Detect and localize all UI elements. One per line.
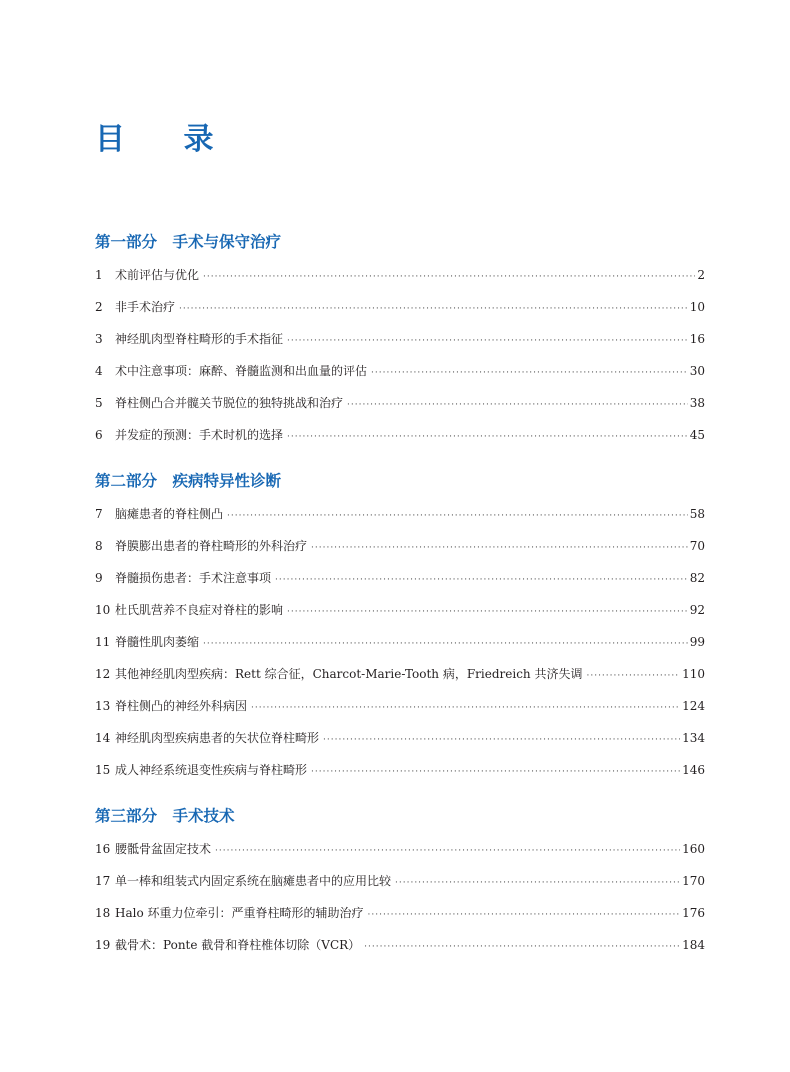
entry-title: 术中注意事项：麻醉、脊髓监测和出血量的评估 bbox=[115, 364, 368, 378]
dot-leader bbox=[586, 660, 680, 692]
toc-entry[interactable] bbox=[95, 929, 705, 961]
entry-title: 脊髓性肌肉萎缩 bbox=[115, 635, 200, 649]
part-heading: 第二部分 疾病特异性诊断 bbox=[95, 472, 282, 490]
entry-number: 6 bbox=[95, 428, 103, 442]
entry-title: 成人神经系统退变性疾病与脊柱畸形 bbox=[115, 763, 308, 777]
entry-number: 17 bbox=[95, 874, 111, 888]
toc-entry[interactable] bbox=[95, 865, 705, 897]
entry-title: 脊膜膨出患者的脊柱畸形的外科治疗 bbox=[115, 539, 308, 553]
dot-leader bbox=[371, 357, 688, 389]
entry-number: 19 bbox=[95, 938, 111, 952]
dot-leader bbox=[179, 293, 688, 325]
entry-title: Halo 环重力位牵引：严重脊柱畸形的辅助治疗 bbox=[115, 906, 364, 920]
entry-page: 45 bbox=[689, 428, 705, 442]
dot-leader bbox=[275, 564, 688, 596]
dot-leader bbox=[227, 500, 688, 532]
entry-page: 58 bbox=[689, 507, 705, 521]
toc-entry[interactable] bbox=[95, 387, 705, 419]
entry-page: 70 bbox=[689, 539, 705, 553]
entry-title: 脊柱侧凸合并髋关节脱位的独特挑战和治疗 bbox=[115, 396, 344, 410]
entry-number: 3 bbox=[95, 332, 103, 346]
dot-leader bbox=[347, 389, 688, 421]
entry-page: 30 bbox=[689, 364, 705, 378]
entry-page: 124 bbox=[682, 699, 705, 713]
dot-leader bbox=[311, 532, 688, 564]
entry-title: 神经肌肉型脊柱畸形的手术指征 bbox=[115, 332, 284, 346]
entry-page: 2 bbox=[697, 268, 705, 282]
toc-entry[interactable] bbox=[95, 722, 705, 754]
entry-number: 8 bbox=[95, 539, 103, 553]
toc-entry[interactable] bbox=[95, 419, 705, 451]
entry-page: 16 bbox=[689, 332, 705, 346]
toc-entry[interactable] bbox=[95, 690, 705, 722]
entry-title: 杜氏肌营养不良症对脊柱的影响 bbox=[115, 603, 284, 617]
entry-title: 非手术治疗 bbox=[115, 300, 176, 314]
entry-number: 11 bbox=[95, 635, 111, 649]
toc-entry[interactable] bbox=[95, 355, 705, 387]
dot-leader bbox=[287, 421, 688, 453]
dot-leader bbox=[203, 261, 695, 293]
entry-page: 110 bbox=[682, 667, 705, 681]
toc-entry[interactable] bbox=[95, 626, 705, 658]
entry-page: 146 bbox=[682, 763, 705, 777]
entry-number: 5 bbox=[95, 396, 103, 410]
entry-title: 脑瘫患者的脊柱侧凸 bbox=[115, 507, 224, 521]
dot-leader bbox=[311, 756, 680, 788]
toc-entry[interactable] bbox=[95, 291, 705, 323]
entry-title: 脊柱侧凸的神经外科病因 bbox=[115, 699, 248, 713]
toc-entry[interactable] bbox=[95, 323, 705, 355]
dot-leader bbox=[251, 692, 680, 724]
entry-number: 10 bbox=[95, 603, 111, 617]
part-1 bbox=[95, 232, 705, 451]
dot-leader bbox=[368, 899, 681, 931]
toc-entry[interactable] bbox=[95, 562, 705, 594]
toc-entry[interactable] bbox=[95, 530, 705, 562]
dot-leader bbox=[287, 596, 688, 628]
entry-number: 7 bbox=[95, 507, 103, 521]
entry-number: 14 bbox=[95, 731, 111, 745]
toc-entry[interactable] bbox=[95, 658, 705, 690]
entry-page: 38 bbox=[689, 396, 705, 410]
entry-title: 腰骶骨盆固定技术 bbox=[115, 842, 212, 856]
toc-entry[interactable] bbox=[95, 833, 705, 865]
part-2 bbox=[95, 471, 705, 786]
toc-entry[interactable] bbox=[95, 259, 705, 291]
entry-title: 神经肌肉型疾病患者的矢状位脊柱畸形 bbox=[115, 731, 320, 745]
entry-page: 176 bbox=[682, 906, 705, 920]
toc-entry[interactable] bbox=[95, 897, 705, 929]
entry-title: 脊髓损伤患者：手术注意事项 bbox=[115, 571, 272, 585]
entry-page: 170 bbox=[682, 874, 705, 888]
dot-leader bbox=[215, 835, 680, 867]
entry-number: 12 bbox=[95, 667, 111, 681]
page-title: 目 录 bbox=[95, 122, 238, 157]
part-heading: 第三部分 手术技术 bbox=[95, 807, 235, 825]
toc-entry[interactable] bbox=[95, 498, 705, 530]
dot-leader bbox=[287, 325, 688, 357]
entry-number: 16 bbox=[95, 842, 111, 856]
entry-number: 13 bbox=[95, 699, 111, 713]
entry-page: 92 bbox=[689, 603, 705, 617]
entry-page: 82 bbox=[689, 571, 705, 585]
entry-page: 10 bbox=[689, 300, 705, 314]
dot-leader bbox=[364, 931, 680, 963]
entry-number: 1 bbox=[95, 268, 103, 282]
entry-number: 4 bbox=[95, 364, 103, 378]
toc-entry[interactable] bbox=[95, 754, 705, 786]
entry-page: 184 bbox=[682, 938, 705, 952]
dot-leader bbox=[323, 724, 680, 756]
part-3 bbox=[95, 806, 705, 961]
entry-title: 截骨术：Ponte 截骨和脊柱椎体切除（VCR） bbox=[115, 938, 361, 952]
entry-title: 其他神经肌肉型疾病：Rett 综合征，Charcot-Marie-Tooth 病，Friedreich 共济失调 bbox=[115, 667, 583, 681]
entry-number: 9 bbox=[95, 571, 103, 585]
table-of-contents bbox=[95, 232, 705, 961]
entry-number: 18 bbox=[95, 906, 111, 920]
part-heading: 第一部分 手术与保守治疗 bbox=[95, 233, 282, 251]
entry-number: 15 bbox=[95, 763, 111, 777]
toc-entry[interactable] bbox=[95, 594, 705, 626]
entry-title: 并发症的预测：手术时机的选择 bbox=[115, 428, 284, 442]
entry-number: 2 bbox=[95, 300, 103, 314]
entry-title: 术前评估与优化 bbox=[115, 268, 200, 282]
dot-leader bbox=[203, 628, 688, 660]
dot-leader bbox=[395, 867, 680, 899]
entry-title: 单一棒和组装式内固定系统在脑瘫患者中的应用比较 bbox=[115, 874, 392, 888]
entry-page: 160 bbox=[682, 842, 705, 856]
entry-page: 134 bbox=[682, 731, 705, 745]
entry-page: 99 bbox=[689, 635, 705, 649]
